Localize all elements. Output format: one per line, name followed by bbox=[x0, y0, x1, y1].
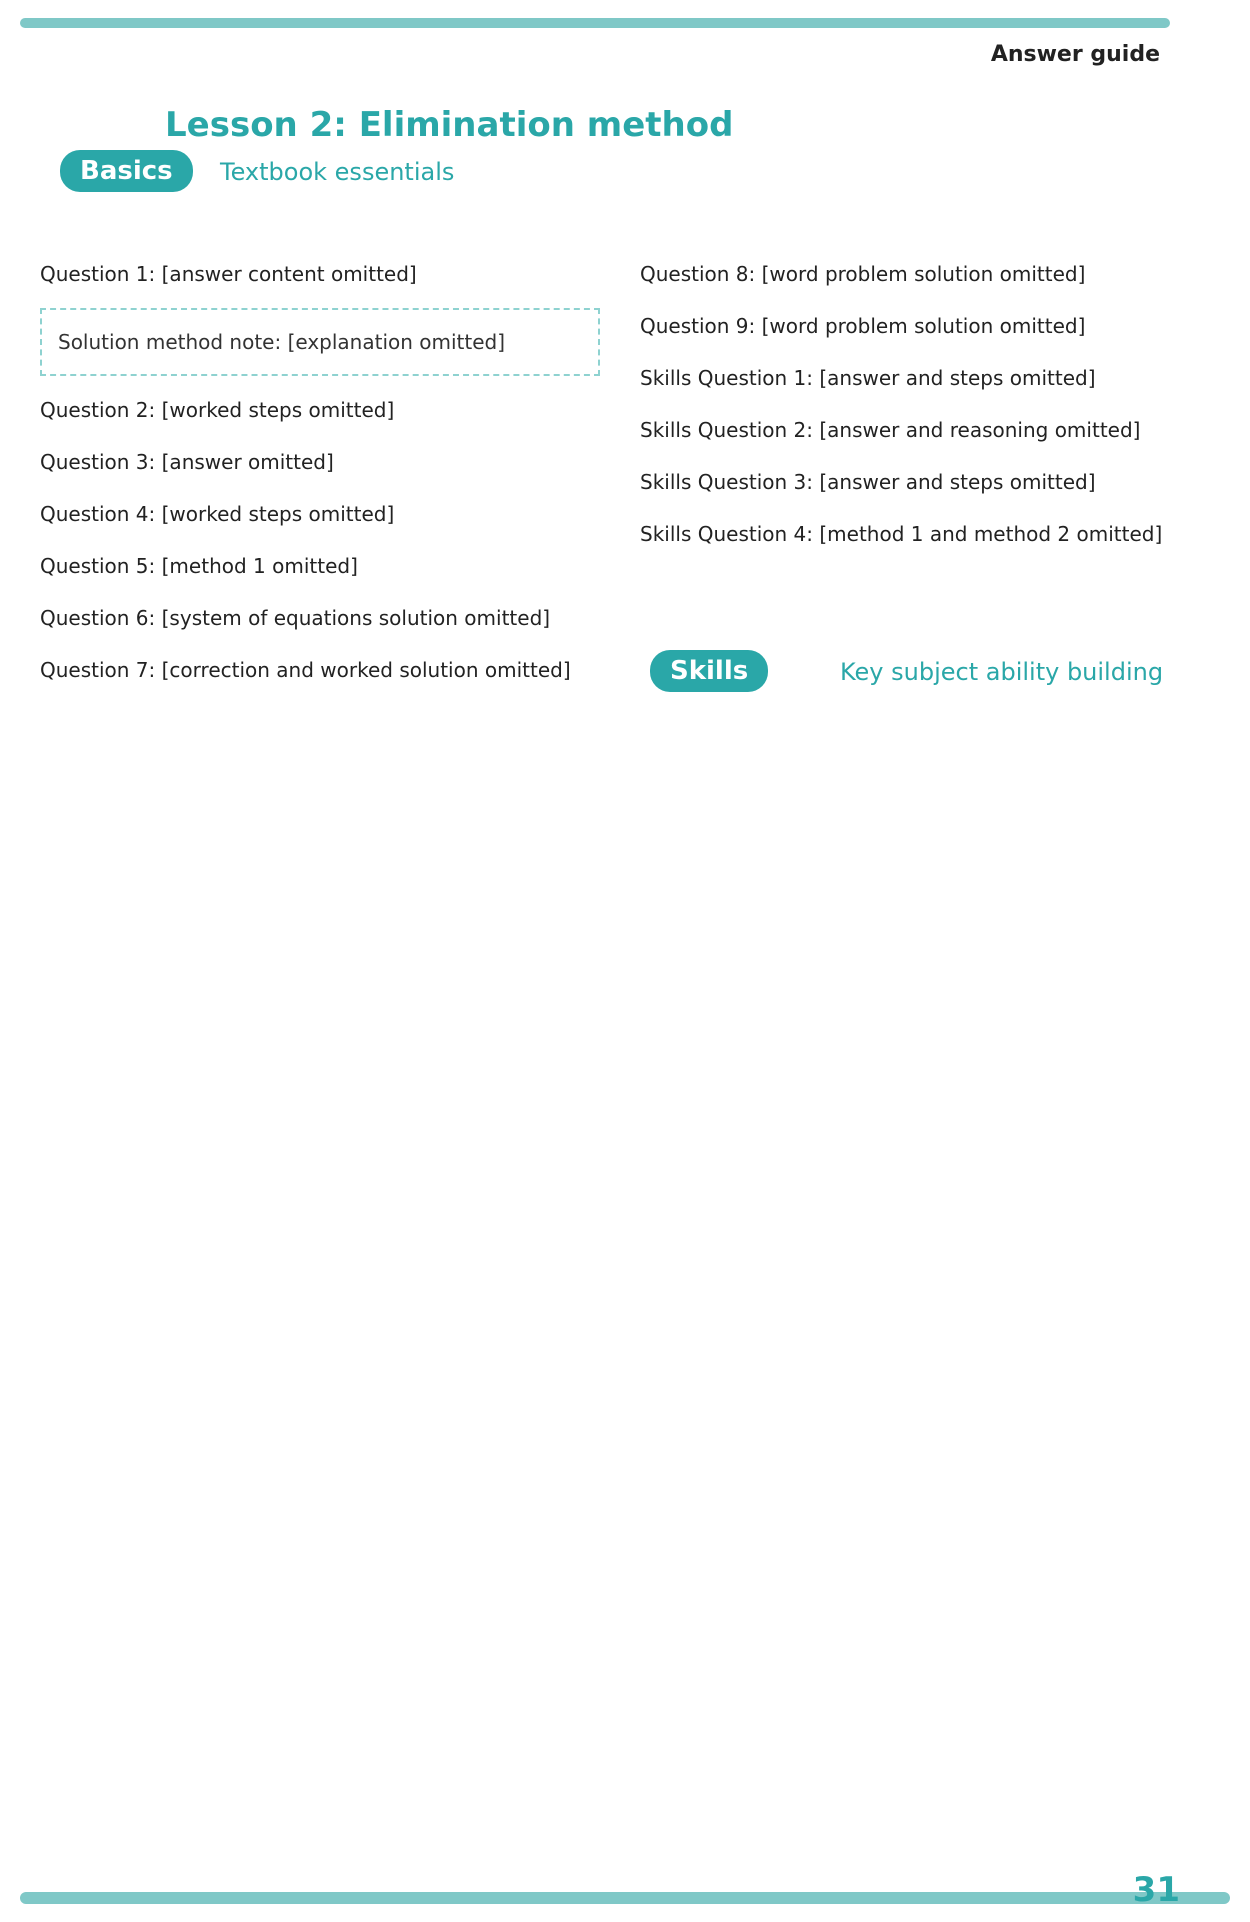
top-bar bbox=[20, 18, 1170, 28]
section-skills: Skills bbox=[650, 650, 768, 692]
q9: Question 9: [word problem solution omitted] bbox=[640, 314, 1086, 338]
q1: Question 1: [answer content omitted] bbox=[40, 262, 417, 286]
q2: Question 2: [worked steps omitted] bbox=[40, 398, 395, 422]
skills-q4: Skills Question 4: [method 1 and method 2 omitted] bbox=[640, 522, 1163, 546]
skills-q1: Skills Question 1: [answer and steps omitted] bbox=[640, 366, 1096, 390]
bottom-bar bbox=[20, 1892, 1230, 1904]
skills-q2: Skills Question 2: [answer and reasoning omitted] bbox=[640, 418, 1141, 442]
section-skills-subtitle: Key subject ability building bbox=[840, 658, 1164, 686]
page-number: 31 bbox=[1132, 1870, 1180, 1910]
q3: Question 3: [answer omitted] bbox=[40, 450, 334, 474]
q5: Question 5: [method 1 omitted] bbox=[40, 554, 358, 578]
q8: Question 8: [word problem solution omitted] bbox=[640, 262, 1086, 286]
lesson-title: Lesson 2: Elimination method bbox=[165, 105, 734, 145]
skills-q3: Skills Question 3: [answer and steps omitted] bbox=[640, 470, 1096, 494]
header-title: Answer guide bbox=[990, 42, 1160, 67]
left-column bbox=[40, 240, 600, 704]
section-basics: Basics bbox=[60, 150, 193, 192]
q7: Question 7: [correction and worked solution omitted] bbox=[40, 658, 571, 682]
section-basics-subtitle: Textbook essentials bbox=[220, 158, 455, 186]
method-note: Solution method note: [explanation omitted] bbox=[40, 308, 600, 376]
q6: Question 6: [system of equations solution omitted] bbox=[40, 606, 551, 630]
q4: Question 4: [worked steps omitted] bbox=[40, 502, 395, 526]
right-column bbox=[640, 240, 1200, 568]
